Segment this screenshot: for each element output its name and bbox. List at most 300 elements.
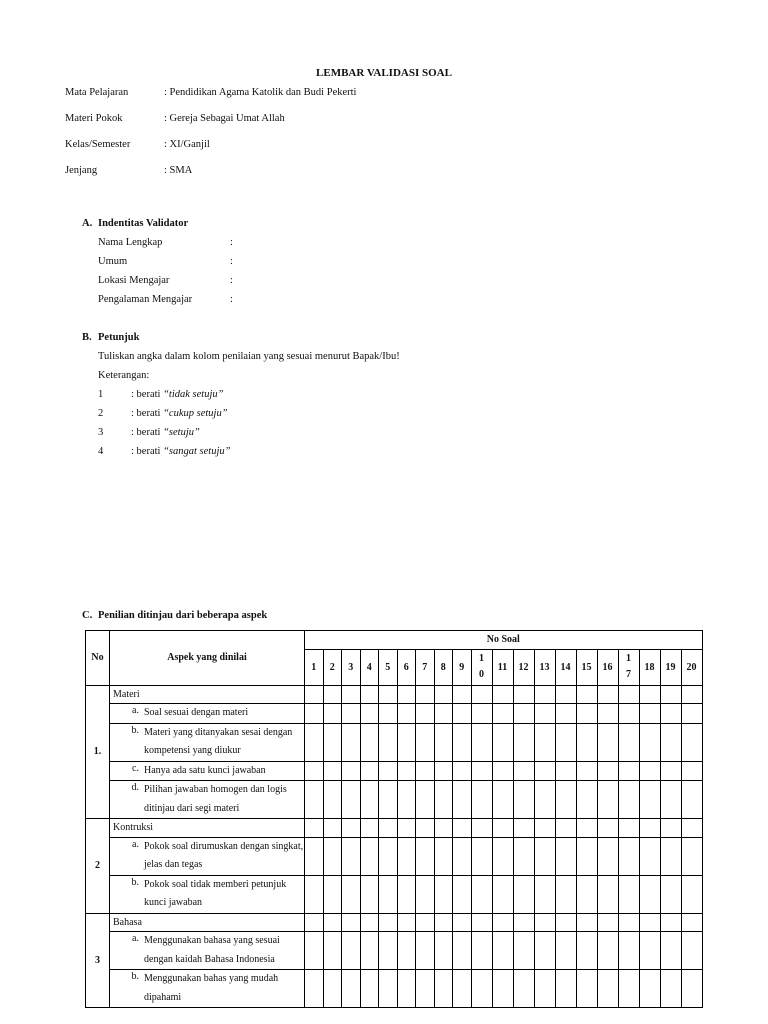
score-cell[interactable] (434, 819, 453, 838)
score-cell[interactable] (597, 723, 618, 761)
score-cell[interactable] (397, 704, 416, 724)
score-cell[interactable] (576, 761, 597, 781)
score-cell[interactable] (618, 819, 639, 838)
score-cell[interactable] (534, 970, 555, 1008)
aspect-item-letter: a. (132, 933, 139, 945)
score-cell[interactable] (342, 932, 361, 970)
question-number-header: 15 (576, 649, 597, 685)
table-row (86, 723, 703, 761)
validator-field-colon: : (230, 275, 233, 286)
score-cell[interactable] (639, 704, 660, 724)
score-cell[interactable] (492, 837, 513, 875)
aspect-category: Kontruksi (110, 819, 305, 838)
page-title: LEMBAR VALIDASI SOAL (316, 67, 452, 79)
score-cell[interactable] (397, 761, 416, 781)
score-cell[interactable] (660, 837, 681, 875)
score-cell[interactable] (453, 932, 472, 970)
score-cell[interactable] (534, 685, 555, 704)
aspect-item-content (110, 838, 304, 875)
score-cell[interactable] (342, 913, 361, 932)
aspect-item-letter: b. (131, 724, 139, 736)
score-cell[interactable] (513, 970, 534, 1008)
score-cell[interactable] (360, 704, 379, 724)
score-cell[interactable] (323, 837, 342, 875)
score-cell[interactable] (660, 913, 681, 932)
scale-meaning: : berati “setuju” (131, 427, 200, 438)
score-cell[interactable] (492, 704, 513, 724)
question-number-header (618, 649, 639, 685)
question-number-header: 20 (681, 649, 702, 685)
score-cell[interactable] (360, 932, 379, 970)
score-cell[interactable] (639, 837, 660, 875)
meta-label-materi-pokok: Materi Pokok (65, 113, 123, 124)
score-cell[interactable] (379, 723, 398, 761)
score-cell[interactable] (513, 704, 534, 724)
score-cell[interactable] (434, 781, 453, 819)
score-cell[interactable] (360, 913, 379, 932)
validator-field-colon: : (230, 237, 233, 248)
aspect-item-text: Pokok soal dirumuskan dengan singkat, jelas dan tegas (144, 840, 304, 871)
score-cell[interactable] (681, 685, 702, 704)
validator-field-label: Umum (98, 256, 128, 267)
score-cell[interactable] (379, 875, 398, 913)
score-cell[interactable] (681, 875, 702, 913)
score-cell[interactable] (397, 781, 416, 819)
score-cell[interactable] (342, 837, 361, 875)
question-number-header: 11 (492, 649, 513, 685)
score-cell[interactable] (576, 913, 597, 932)
score-cell[interactable] (576, 932, 597, 970)
score-cell[interactable] (360, 685, 379, 704)
score-cell[interactable] (618, 970, 639, 1008)
validator-field-label: Nama Lengkap (98, 237, 163, 248)
score-cell[interactable] (379, 819, 398, 838)
score-cell[interactable] (660, 875, 681, 913)
aspect-item-content (110, 932, 304, 969)
validator-field-colon: : (230, 256, 233, 267)
score-cell[interactable] (416, 875, 435, 913)
score-cell[interactable] (492, 723, 513, 761)
header-row (86, 631, 703, 650)
score-cell[interactable] (471, 970, 492, 1008)
score-cell[interactable] (597, 913, 618, 932)
score-cell[interactable] (379, 685, 398, 704)
score-cell[interactable] (513, 875, 534, 913)
score-cell[interactable] (453, 761, 472, 781)
score-cell[interactable] (342, 685, 361, 704)
score-cell[interactable] (360, 723, 379, 761)
score-cell[interactable] (434, 913, 453, 932)
score-cell[interactable] (434, 761, 453, 781)
score-cell[interactable] (471, 913, 492, 932)
score-cell[interactable] (471, 761, 492, 781)
score-cell[interactable] (555, 932, 576, 970)
score-cell[interactable] (618, 723, 639, 761)
score-cell[interactable] (555, 723, 576, 761)
question-number-header (471, 649, 492, 685)
score-cell[interactable] (618, 837, 639, 875)
score-cell[interactable] (660, 761, 681, 781)
score-cell[interactable] (397, 685, 416, 704)
score-cell[interactable] (513, 685, 534, 704)
score-cell[interactable] (379, 837, 398, 875)
score-cell[interactable] (360, 819, 379, 838)
score-cell[interactable] (492, 819, 513, 838)
score-cell[interactable] (492, 685, 513, 704)
score-cell[interactable] (360, 970, 379, 1008)
score-cell[interactable] (660, 932, 681, 970)
question-number-part: 7 (626, 669, 631, 681)
score-cell[interactable] (534, 704, 555, 724)
score-cell[interactable] (660, 704, 681, 724)
table-row (86, 970, 703, 1008)
score-cell[interactable] (639, 781, 660, 819)
score-cell[interactable] (513, 932, 534, 970)
score-cell[interactable] (639, 932, 660, 970)
score-cell[interactable] (471, 875, 492, 913)
score-cell[interactable] (681, 704, 702, 724)
score-cell[interactable] (555, 685, 576, 704)
score-cell[interactable] (434, 875, 453, 913)
score-cell[interactable] (434, 837, 453, 875)
aspect-item (110, 781, 305, 819)
score-cell[interactable] (323, 932, 342, 970)
score-cell[interactable] (360, 781, 379, 819)
aspect-item-content (110, 762, 304, 781)
score-cell[interactable] (342, 704, 361, 724)
score-cell[interactable] (618, 781, 639, 819)
score-cell[interactable] (576, 819, 597, 838)
score-cell[interactable] (597, 970, 618, 1008)
question-number-header: 1 (305, 649, 324, 685)
score-cell[interactable] (305, 875, 324, 913)
aspect-number: 2 (86, 819, 110, 914)
score-cell[interactable] (618, 875, 639, 913)
score-cell[interactable] (681, 837, 702, 875)
score-cell[interactable] (342, 819, 361, 838)
score-cell[interactable] (618, 932, 639, 970)
table-row (86, 819, 703, 838)
score-cell[interactable] (305, 932, 324, 970)
aspect-item (110, 704, 305, 724)
score-cell[interactable] (660, 723, 681, 761)
score-cell[interactable] (323, 875, 342, 913)
score-cell[interactable] (513, 819, 534, 838)
score-cell[interactable] (492, 781, 513, 819)
question-number-part: 1 (626, 653, 631, 665)
score-cell[interactable] (534, 819, 555, 838)
score-cell[interactable] (379, 704, 398, 724)
question-number-part: 1 (479, 653, 484, 665)
scale-number: 3 (98, 427, 104, 438)
score-cell[interactable] (471, 704, 492, 724)
score-cell[interactable] (639, 875, 660, 913)
question-number-header: 9 (453, 649, 472, 685)
score-cell[interactable] (379, 913, 398, 932)
score-cell[interactable] (555, 913, 576, 932)
score-cell[interactable] (305, 781, 324, 819)
score-cell[interactable] (453, 704, 472, 724)
score-cell[interactable] (323, 819, 342, 838)
score-cell[interactable] (618, 761, 639, 781)
score-cell[interactable] (305, 970, 324, 1008)
score-cell[interactable] (453, 970, 472, 1008)
score-cell[interactable] (416, 970, 435, 1008)
score-cell[interactable] (342, 761, 361, 781)
score-cell[interactable] (597, 875, 618, 913)
score-cell[interactable] (397, 913, 416, 932)
score-cell[interactable] (555, 970, 576, 1008)
score-cell[interactable] (305, 685, 324, 704)
question-number-header: 19 (660, 649, 681, 685)
score-cell[interactable] (323, 913, 342, 932)
score-cell[interactable] (576, 685, 597, 704)
score-cell[interactable] (453, 781, 472, 819)
aspect-item-letter: b. (131, 876, 139, 888)
score-cell[interactable] (639, 685, 660, 704)
score-cell[interactable] (597, 837, 618, 875)
score-cell[interactable] (416, 913, 435, 932)
score-cell[interactable] (597, 761, 618, 781)
assessment-table (85, 630, 703, 1008)
meta-label-mata-pelajaran: Mata Pelajaran (65, 87, 129, 98)
section-c-title: Penilian ditinjau dari beberapa aspek (98, 610, 268, 621)
score-cell[interactable] (576, 781, 597, 819)
score-cell[interactable] (323, 704, 342, 724)
score-cell[interactable] (639, 970, 660, 1008)
score-cell[interactable] (453, 875, 472, 913)
score-cell[interactable] (471, 685, 492, 704)
meta-label-jenjang: Jenjang (65, 165, 98, 176)
score-cell[interactable] (379, 761, 398, 781)
score-cell[interactable] (660, 685, 681, 704)
score-cell[interactable] (323, 781, 342, 819)
score-cell[interactable] (513, 761, 534, 781)
score-cell[interactable] (555, 761, 576, 781)
meta-value-materi-pokok: : Gereja Sebagai Umat Allah (164, 113, 285, 124)
section-a-heading (82, 217, 188, 231)
score-cell[interactable] (397, 819, 416, 838)
section-a-letter: A. (82, 218, 93, 229)
scale-meaning: : berati “cukup setuju” (131, 408, 228, 419)
score-cell[interactable] (597, 704, 618, 724)
score-cell[interactable] (660, 781, 681, 819)
aspect-item-text: Menggunakan bahasa yang sesuai dengan kaidah Bahasa Indonesia (144, 935, 280, 965)
aspect-item (110, 970, 305, 1008)
score-cell[interactable] (576, 837, 597, 875)
score-cell[interactable] (513, 781, 534, 819)
score-cell[interactable] (555, 819, 576, 838)
section-c-heading (82, 609, 267, 623)
aspect-item-content (110, 704, 304, 723)
score-cell[interactable] (471, 932, 492, 970)
score-cell[interactable] (513, 837, 534, 875)
score-cell[interactable] (534, 781, 555, 819)
score-cell[interactable] (453, 685, 472, 704)
score-cell[interactable] (492, 932, 513, 970)
score-cell[interactable] (492, 875, 513, 913)
score-cell[interactable] (416, 932, 435, 970)
score-cell[interactable] (379, 970, 398, 1008)
scale-meaning: : berati “tidak setuju” (131, 389, 224, 400)
score-cell[interactable] (555, 875, 576, 913)
question-number-header: 2 (323, 649, 342, 685)
aspect-item-letter: c. (132, 762, 139, 774)
meta-label-kelas-semester: Kelas/Semester (65, 139, 131, 150)
aspect-item (110, 932, 305, 970)
score-cell[interactable] (434, 932, 453, 970)
section-b-title: Petunjuk (98, 332, 140, 343)
score-cell[interactable] (342, 970, 361, 1008)
score-cell[interactable] (397, 837, 416, 875)
score-cell[interactable] (360, 761, 379, 781)
score-cell[interactable] (639, 723, 660, 761)
score-cell[interactable] (660, 819, 681, 838)
score-cell[interactable] (681, 781, 702, 819)
score-cell[interactable] (434, 970, 453, 1008)
question-number-part: 0 (479, 669, 484, 681)
score-cell[interactable] (597, 932, 618, 970)
score-cell[interactable] (434, 723, 453, 761)
score-cell[interactable] (639, 913, 660, 932)
score-cell[interactable] (471, 837, 492, 875)
score-cell[interactable] (597, 819, 618, 838)
score-cell[interactable] (534, 723, 555, 761)
score-cell[interactable] (323, 761, 342, 781)
aspect-item (110, 875, 305, 913)
aspect-item-text: Soal sesuai dengan materi (144, 707, 249, 719)
score-cell[interactable] (681, 913, 702, 932)
score-cell[interactable] (513, 723, 534, 761)
score-cell[interactable] (305, 761, 324, 781)
score-cell[interactable] (534, 761, 555, 781)
table-row (86, 685, 703, 704)
score-cell[interactable] (434, 704, 453, 724)
score-cell[interactable] (416, 704, 435, 724)
score-cell[interactable] (555, 781, 576, 819)
score-cell[interactable] (360, 875, 379, 913)
score-cell[interactable] (416, 837, 435, 875)
score-cell[interactable] (492, 761, 513, 781)
validator-field-label: Lokasi Mengajar (98, 275, 170, 286)
validator-field-colon: : (230, 294, 233, 305)
score-cell[interactable] (342, 875, 361, 913)
score-cell[interactable] (681, 723, 702, 761)
score-cell[interactable] (534, 932, 555, 970)
score-cell[interactable] (576, 875, 597, 913)
score-cell[interactable] (681, 761, 702, 781)
score-cell[interactable] (453, 723, 472, 761)
score-cell[interactable] (618, 913, 639, 932)
score-cell[interactable] (342, 723, 361, 761)
score-cell[interactable] (360, 837, 379, 875)
score-cell[interactable] (397, 723, 416, 761)
question-number-header: 6 (397, 649, 416, 685)
section-c-letter: C. (82, 610, 93, 621)
score-cell[interactable] (618, 685, 639, 704)
score-cell[interactable] (576, 723, 597, 761)
score-cell[interactable] (555, 704, 576, 724)
score-cell[interactable] (576, 704, 597, 724)
score-cell[interactable] (534, 837, 555, 875)
score-cell[interactable] (323, 723, 342, 761)
score-cell[interactable] (471, 781, 492, 819)
score-cell[interactable] (379, 932, 398, 970)
score-cell[interactable] (305, 837, 324, 875)
meta-value-mata-pelajaran: : Pendidikan Agama Katolik dan Budi Pekerti (164, 87, 357, 98)
score-cell[interactable] (416, 761, 435, 781)
aspect-item-content (110, 781, 304, 818)
table-row (86, 761, 703, 781)
score-cell[interactable] (681, 819, 702, 838)
score-cell[interactable] (323, 970, 342, 1008)
score-cell[interactable] (471, 819, 492, 838)
score-cell[interactable] (397, 932, 416, 970)
score-cell[interactable] (416, 723, 435, 761)
score-cell[interactable] (534, 913, 555, 932)
score-cell[interactable] (660, 970, 681, 1008)
aspect-item-text: Pilihan jawaban homogen dan logis ditinjau dari segi materi (144, 784, 287, 814)
score-cell[interactable] (397, 970, 416, 1008)
score-cell[interactable] (305, 723, 324, 761)
score-cell[interactable] (416, 819, 435, 838)
score-cell[interactable] (342, 781, 361, 819)
table-row (86, 932, 703, 970)
header-no-soal: No Soal (305, 631, 703, 650)
section-b-letter: B. (82, 332, 92, 343)
score-cell[interactable] (453, 913, 472, 932)
score-cell[interactable] (492, 913, 513, 932)
aspect-category: Bahasa (110, 913, 305, 932)
question-number-header: 5 (379, 649, 398, 685)
score-cell[interactable] (534, 875, 555, 913)
score-cell[interactable] (416, 781, 435, 819)
question-number-header: 18 (639, 649, 660, 685)
score-cell[interactable] (305, 819, 324, 838)
scale-number: 2 (98, 408, 104, 419)
score-cell[interactable] (639, 819, 660, 838)
score-cell[interactable] (453, 837, 472, 875)
score-cell[interactable] (597, 781, 618, 819)
question-number-header: 14 (555, 649, 576, 685)
score-cell[interactable] (453, 819, 472, 838)
score-cell[interactable] (639, 761, 660, 781)
question-number-header: 12 (513, 649, 534, 685)
score-cell[interactable] (471, 723, 492, 761)
score-cell[interactable] (305, 913, 324, 932)
score-cell[interactable] (681, 970, 702, 1008)
score-cell[interactable] (597, 685, 618, 704)
score-cell[interactable] (397, 875, 416, 913)
aspect-item-text: Hanya ada satu kunci jawaban (144, 764, 266, 776)
score-cell[interactable] (576, 970, 597, 1008)
score-cell[interactable] (434, 685, 453, 704)
score-cell[interactable] (492, 970, 513, 1008)
score-cell[interactable] (681, 932, 702, 970)
score-cell[interactable] (379, 781, 398, 819)
scale-meaning: : berati “sangat setuju” (131, 446, 231, 457)
header-aspek: Aspek yang dinilai (110, 631, 305, 686)
score-cell[interactable] (305, 704, 324, 724)
score-cell[interactable] (618, 704, 639, 724)
header-no: No (86, 631, 110, 686)
score-cell[interactable] (555, 837, 576, 875)
score-cell[interactable] (323, 685, 342, 704)
score-cell[interactable] (416, 685, 435, 704)
aspect-item-letter: b. (131, 971, 139, 983)
aspect-category: Materi (110, 685, 305, 704)
score-cell[interactable] (513, 913, 534, 932)
